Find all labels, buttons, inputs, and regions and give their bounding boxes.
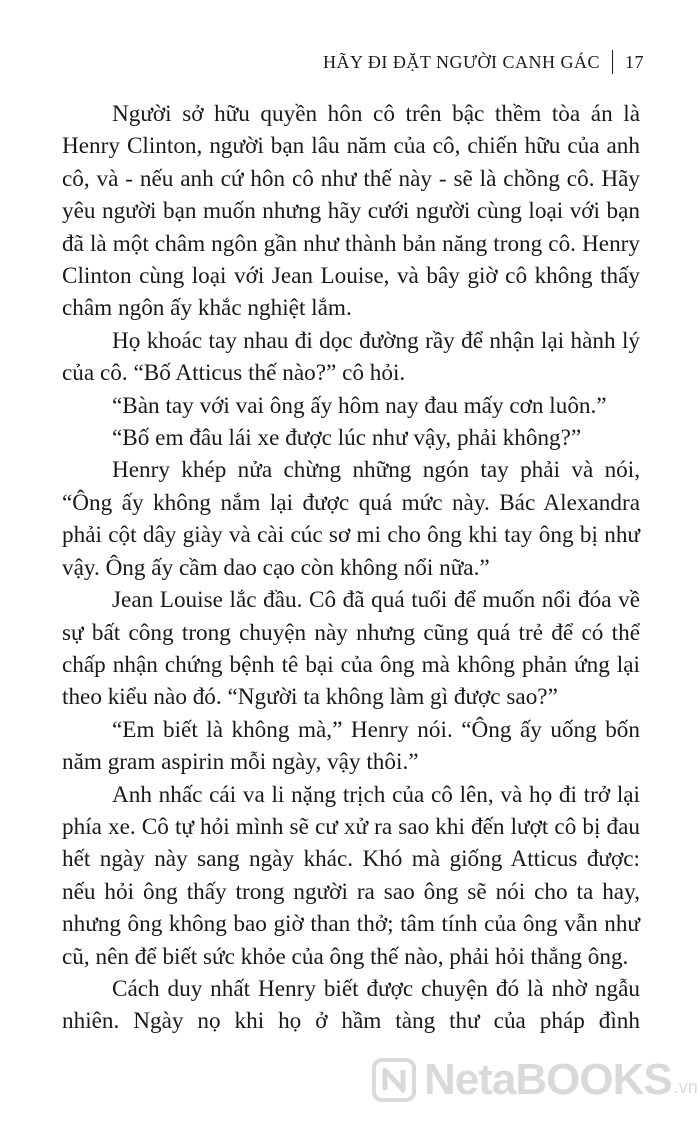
paragraph: Anh nhấc cái va li nặng trịch của cô lên, và họ đi trở lại phía xe. Cô tự hỏi mình sẽ cư xử ra sao khi đến lượt cô bị đau hết ngày này sang ngày khác. Khó mà giống Atticus được: nếu hỏi ông thấy trong người ra sao ông sẽ nói cho ta hay, nhưng ông không bao giờ than thở; tâm tính của ông vẫn như cũ, nên để biết sức khỏe của ông thế nào, phải hỏi thẳng ông. bbox=[62, 781, 640, 970]
paragraph: Họ khoác tay nhau đi dọc đường rầy để nhận lại hành lý của cô. “Bố Atticus thế nào?” cô hỏi. bbox=[62, 327, 640, 387]
watermark-brand: NetaBOOKS bbox=[424, 1055, 672, 1104]
paragraph: Jean Louise lắc đầu. Cô đã quá tuổi để muốn nổi đóa về sự bất công trong chuyện này nhưng cũng quá trẻ để có thể chấp nhận chứng bệnh tê bại của ông mà không phản ứng lại theo kiểu nào đó. “Người ta không làm gì được sao?” bbox=[62, 587, 640, 711]
paragraph: “Bàn tay với vai ông ấy hôm nay đau mấy cơn luôn.” bbox=[112, 392, 607, 419]
watermark bbox=[370, 1055, 698, 1105]
header-divider bbox=[612, 50, 613, 74]
book-title: HÃY ĐI ĐẶT NGƯỜI CANH GÁC bbox=[323, 51, 600, 72]
paragraph: Cách duy nhất Henry biết được chuyện đó là nhờ ngẫu nhiên. Ngày nọ khi họ ở hầm tàng thư của pháp đình bbox=[62, 975, 640, 1035]
paragraph: Henry khép nửa chừng những ngón tay phải và nói, “Ông ấy không nắm lại được quá mức này. Bác Alexandra phải cột dây giày và cài cúc sơ mi cho ông khi tay ông bị như vậy. Ông ấy cầm dao cạo còn không nổi nữa.” bbox=[62, 457, 640, 581]
paragraph: “Bố em đâu lái xe được lúc như vậy, phải không?” bbox=[112, 425, 582, 452]
page-number: 17 bbox=[625, 51, 644, 72]
netabooks-logo-icon bbox=[370, 1056, 418, 1104]
running-header bbox=[323, 50, 644, 74]
page-body bbox=[62, 98, 640, 1038]
paragraph: Người sở hữu quyền hôn cô trên bậc thềm tòa án là Henry Clinton, người bạn lâu năm của cô, chiến hữu của anh cô, và - nếu anh cứ hôn cô như thế này - sẽ là chồng cô. Hãy yêu người bạn muốn nhưng hãy cưới người cùng loại với bạn đã là một châm ngôn gần như thành bản năng trong cô. Henry Clinton cùng loại với Jean Louise, và bây giờ cô không thấy châm ngôn ấy khắc nghiệt lắm. bbox=[62, 101, 640, 322]
watermark-tld: .vn bbox=[673, 1076, 698, 1097]
paragraph: “Em biết là không mà,” Henry nói. “Ông ấy uống bốn năm gram aspirin mỗi ngày, vậy thôi.” bbox=[62, 716, 640, 776]
